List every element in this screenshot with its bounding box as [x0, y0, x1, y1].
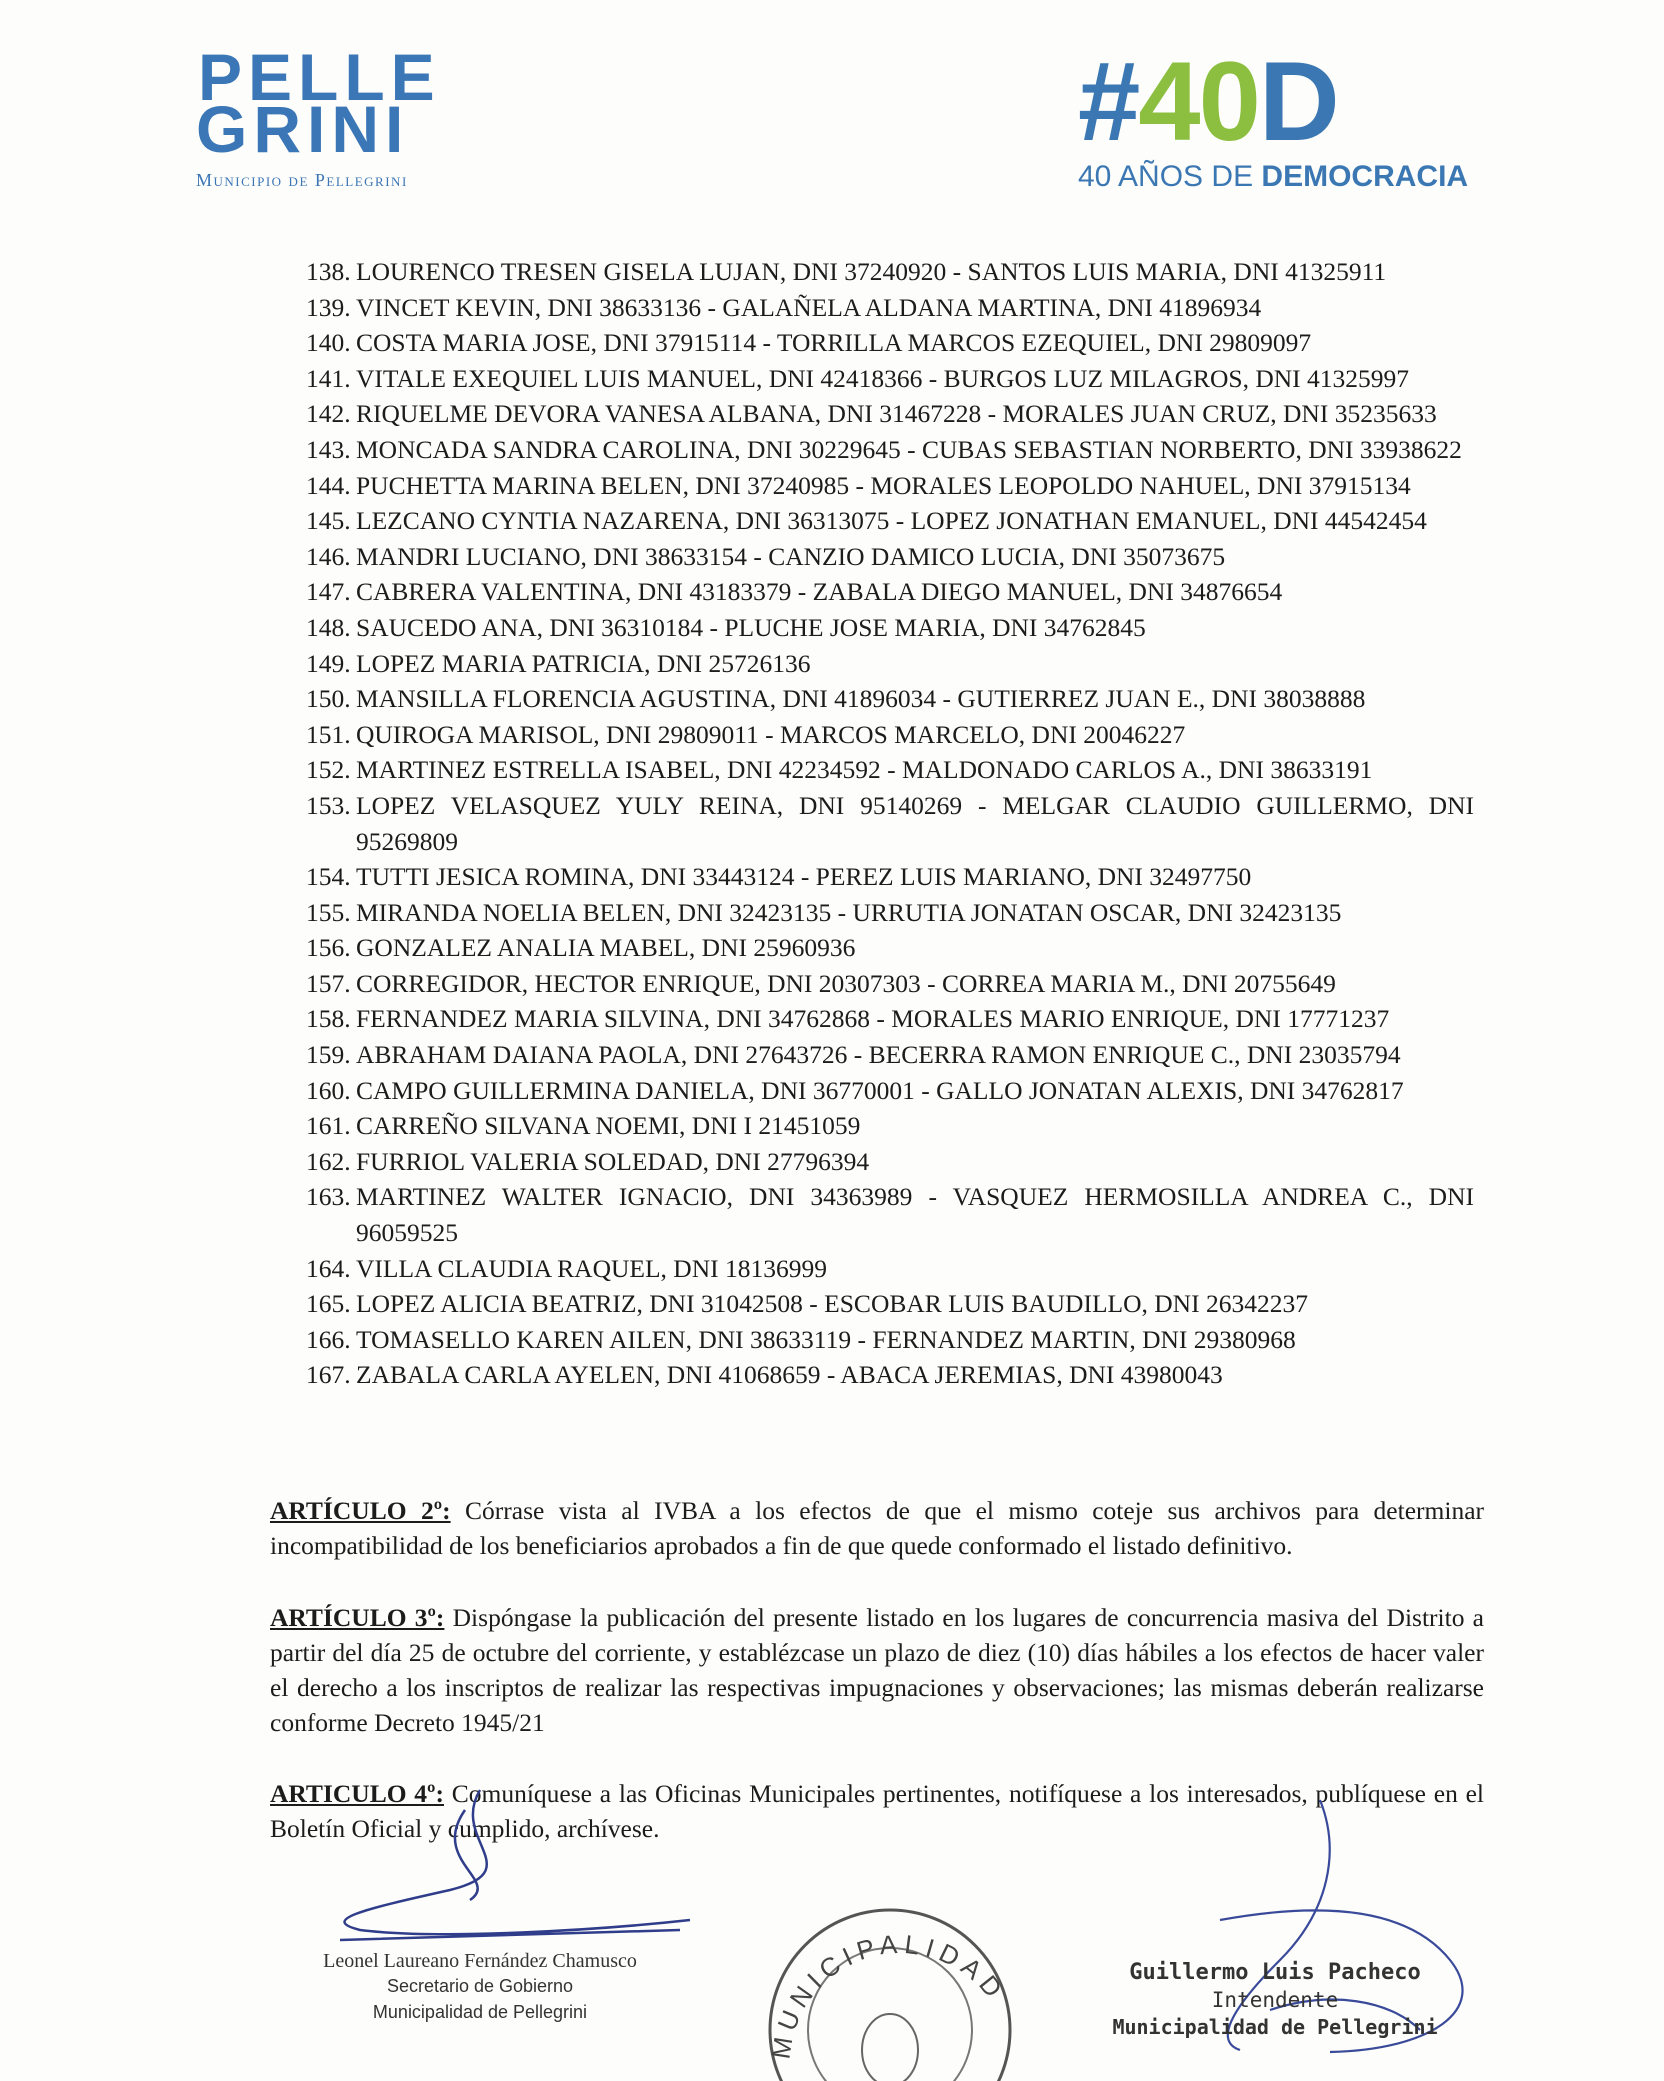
list-item-text: VITALE EXEQUIEL LUIS MANUEL, DNI 42418366 - BURGOS LUZ MILAGROS, DNI 41325997 [356, 363, 1410, 393]
list-item-number: 163. [306, 1182, 351, 1212]
list-item-text: RIQUELME DEVORA VANESA ALBANA, DNI 31467228 - MORALES JUAN CRUZ, DNI 35235633 [356, 399, 1437, 429]
list-item-number: 141. [306, 363, 351, 393]
list-item [306, 290, 1474, 326]
list-item [306, 1073, 1474, 1109]
list-item [306, 1108, 1474, 1144]
article-2 [270, 1493, 1484, 1563]
list-item [306, 1286, 1474, 1322]
list-item [306, 717, 1474, 753]
list-item [306, 930, 1474, 966]
list-item-text: CAMPO GUILLERMINA DANIELA, DNI 36770001 - GALLO JONATAN ALEXIS, DNI 34762817 [356, 1075, 1404, 1105]
list-item-text: QUIROGA MARISOL, DNI 29809011 - MARCOS MARCELO, DNI 20046227 [356, 719, 1186, 749]
list-item-number: 162. [306, 1146, 351, 1176]
list-item-number: 144. [306, 470, 351, 500]
list-item-number: 140. [306, 328, 351, 358]
list-item [306, 254, 1474, 290]
logo-line1: PELLE [198, 40, 441, 114]
list-item-number: 146. [306, 541, 351, 571]
list-item-text: FERNANDEZ MARIA SILVINA, DNI 34762868 - MORALES MARIO ENRIQUE, DNI 17771237 [356, 1004, 1390, 1034]
list-item-text: LOPEZ VELASQUEZ YULY REINA, DNI 95140269 - MELGAR CLAUDIO GUILLERMO, DNI 95269809 [356, 790, 1474, 856]
list-item [306, 1357, 1474, 1393]
list-item [306, 574, 1474, 610]
list-item-number: 153. [306, 790, 351, 820]
list-item [306, 646, 1474, 682]
list-item-text: SAUCEDO ANA, DNI 36310184 - PLUCHE JOSE MARIA, DNI 34762845 [356, 612, 1146, 642]
logo-subtitle: Municipio de Pellegrini [196, 170, 408, 190]
list-item-text: CARREÑO SILVANA NOEMI, DNI I 21451059 [356, 1111, 861, 1141]
article-3 [270, 1600, 1484, 1740]
40d-subtitle: 40 AÑOS DE DEMOCRACIA [1078, 160, 1469, 193]
list-item-number: 139. [306, 292, 351, 322]
list-item-number: 157. [306, 968, 351, 998]
signer-org: Municipalidad de Pellegrini [372, 2002, 588, 2022]
list-item [306, 752, 1474, 788]
article-3-text: Dispóngase la publicación del presente listado en los lugares de concurrencia masiva del Distrito a partir del día 25 de octubre del corriente, y establézcase un plazo de diez (10) días hábiles a los efectos de hacer valer el derecho a los inscriptos de realizar las respectivas impugnaciones y observaciones; las mismas deberán realizarse conforme Decreto 1945/21 [270, 1603, 1484, 1737]
list-item-number: 152. [306, 755, 351, 785]
list-item [306, 1144, 1474, 1180]
40d-mark: #40D [1078, 39, 1338, 164]
seal-text: MUNICIPALIDAD [765, 1928, 1013, 2061]
list-item [306, 1251, 1474, 1287]
list-item-text: ABRAHAM DAIANA PAOLA, DNI 27643726 - BECERRA RAMON ENRIQUE C., DNI 23035794 [356, 1040, 1401, 1070]
signer-name: Guillermo Luis Pacheco [1129, 1960, 1421, 1985]
list-item [306, 1001, 1474, 1037]
list-item-number: 149. [306, 648, 351, 678]
list-item [306, 361, 1474, 397]
article-4-label: ARTICULO 4º: [270, 1779, 444, 1808]
list-item-number: 154. [306, 862, 351, 892]
signature-intendente [1110, 1960, 1440, 2039]
list-item-number: 160. [306, 1075, 351, 1105]
list-item-number: 151. [306, 719, 351, 749]
list-item-number: 165. [306, 1289, 351, 1319]
list-item [306, 325, 1474, 361]
list-item-number: 150. [306, 684, 351, 714]
list-item-text: LOPEZ MARIA PATRICIA, DNI 25726136 [356, 648, 811, 678]
list-item-text: LOPEZ ALICIA BEATRIZ, DNI 31042508 - ESCOBAR LUIS BAUDILLO, DNI 26342237 [356, 1289, 1308, 1319]
list-item-text: PUCHETTA MARINA BELEN, DNI 37240985 - MORALES LEOPOLDO NAHUEL, DNI 37915134 [356, 470, 1411, 500]
list-item-text: CORREGIDOR, HECTOR ENRIQUE, DNI 20307303 - CORREA MARIA M., DNI 20755649 [356, 968, 1336, 998]
list-item-text: MONCADA SANDRA CAROLINA, DNI 30229645 - CUBAS SEBASTIAN NORBERTO, DNI 33938622 [356, 434, 1462, 464]
article-2-text: Córrase vista al IVBA a los efectos de que el mismo coteje sus archivos para determinar incompatibilidad de los beneficiarios aprobados a fin de que quede conformado el listado definitivo. [270, 1496, 1484, 1560]
list-item-number: 158. [306, 1004, 351, 1034]
list-item [306, 432, 1474, 468]
list-item-text: MARTINEZ ESTRELLA ISABEL, DNI 42234592 - MALDONADO CARLOS A., DNI 38633191 [356, 755, 1373, 785]
list-item [306, 1179, 1474, 1250]
list-item-text: FURRIOL VALERIA SOLEDAD, DNI 27796394 [356, 1146, 870, 1176]
list-item [306, 966, 1474, 1002]
list-item [306, 539, 1474, 575]
signature-secretario [300, 1950, 660, 2025]
article-3-label: ARTÍCULO 3º: [270, 1603, 445, 1632]
list-item-text: CABRERA VALENTINA, DNI 43183379 - ZABALA DIEGO MANUEL, DNI 34876654 [356, 577, 1283, 607]
40d-logo [1078, 39, 1469, 193]
list-item-text: MARTINEZ WALTER IGNACIO, DNI 34363989 - VASQUEZ HERMOSILLA ANDREA C., DNI 96059525 [356, 1182, 1474, 1248]
list-item-number: 155. [306, 897, 351, 927]
list-item-number: 167. [306, 1360, 351, 1390]
list-item [306, 503, 1474, 539]
list-item-text: LEZCANO CYNTIA NAZARENA, DNI 36313075 - LOPEZ JONATHAN EMANUEL, DNI 44542454 [356, 506, 1427, 536]
list-item [306, 681, 1474, 717]
list-item-text: TUTTI JESICA ROMINA, DNI 33443124 - PEREZ LUIS MARIANO, DNI 32497750 [356, 862, 1252, 892]
municipio-logo [196, 40, 496, 190]
list-item [306, 610, 1474, 646]
list-item-text: MANSILLA FLORENCIA AGUSTINA, DNI 41896034 - GUTIERREZ JUAN E., DNI 38038888 [356, 684, 1366, 714]
list-item-text: LOURENCO TRESEN GISELA LUJAN, DNI 37240920 - SANTOS LUIS MARIA, DNI 41325911 [356, 257, 1387, 286]
list-item-number: 148. [306, 612, 351, 642]
list-item [306, 1037, 1474, 1073]
municipal-seal [760, 1840, 1020, 2081]
list-item-number: 143. [306, 434, 351, 464]
list-item [306, 468, 1474, 504]
list-item [306, 788, 1474, 859]
list-item-text: VINCET KEVIN, DNI 38633136 - GALAÑELA ALDANA MARTINA, DNI 41896934 [356, 292, 1262, 322]
signer-org: Municipalidad de Pellegrini [1112, 2015, 1438, 2039]
list-item-text: MIRANDA NOELIA BELEN, DNI 32423135 - URRUTIA JONATAN OSCAR, DNI 32423135 [356, 897, 1342, 927]
article-4-text: Comuníquese a las Oficinas Municipales pertinentes, notifíquese a los interesados, publíquese en el Boletín Oficial y cumplido, archívese. [270, 1779, 1485, 1843]
list-item-text: MANDRI LUCIANO, DNI 38633154 - CANZIO DAMICO LUCIA, DNI 35073675 [356, 541, 1226, 571]
beneficiary-list [306, 254, 1474, 1393]
list-item-text: ZABALA CARLA AYELEN, DNI 41068659 - ABACA JEREMIAS, DNI 43980043 [356, 1360, 1223, 1390]
list-item [306, 1322, 1474, 1358]
svg-text:MUNICIPALIDAD [765, 1929, 1012, 2061]
list-item-number: 145. [306, 506, 351, 536]
list-item [306, 895, 1474, 931]
list-item-number: 164. [306, 1253, 351, 1283]
list-item-number: 156. [306, 933, 351, 963]
list-item-number: 147. [306, 577, 351, 607]
list-item-number: 138. [306, 257, 351, 286]
logo-line2: GRINI [196, 92, 410, 166]
list-item-text: VILLA CLAUDIA RAQUEL, DNI 18136999 [356, 1253, 828, 1283]
signer-name: Leonel Laureano Fernández Chamusco [323, 1950, 637, 1972]
list-item-text: COSTA MARIA JOSE, DNI 37915114 - TORRILLA MARCOS EZEQUIEL, DNI 29809097 [356, 328, 1312, 358]
list-item-number: 159. [306, 1040, 351, 1070]
signer-role: Secretario de Gobierno [386, 1976, 574, 1996]
list-item-number: 142. [306, 399, 351, 429]
list-item [306, 859, 1474, 895]
article-4 [270, 1776, 1484, 1846]
signer-role: Intendente [1211, 1988, 1339, 2012]
list-item-number: 161. [306, 1111, 351, 1141]
list-item-text: TOMASELLO KAREN AILEN, DNI 38633119 - FERNANDEZ MARTIN, DNI 29380968 [356, 1324, 1296, 1354]
list-item-number: 166. [306, 1324, 351, 1354]
article-2-label: ARTÍCULO 2º: [270, 1496, 451, 1525]
list-item [306, 396, 1474, 432]
list-item-text: GONZALEZ ANALIA MABEL, DNI 25960936 [356, 933, 856, 963]
